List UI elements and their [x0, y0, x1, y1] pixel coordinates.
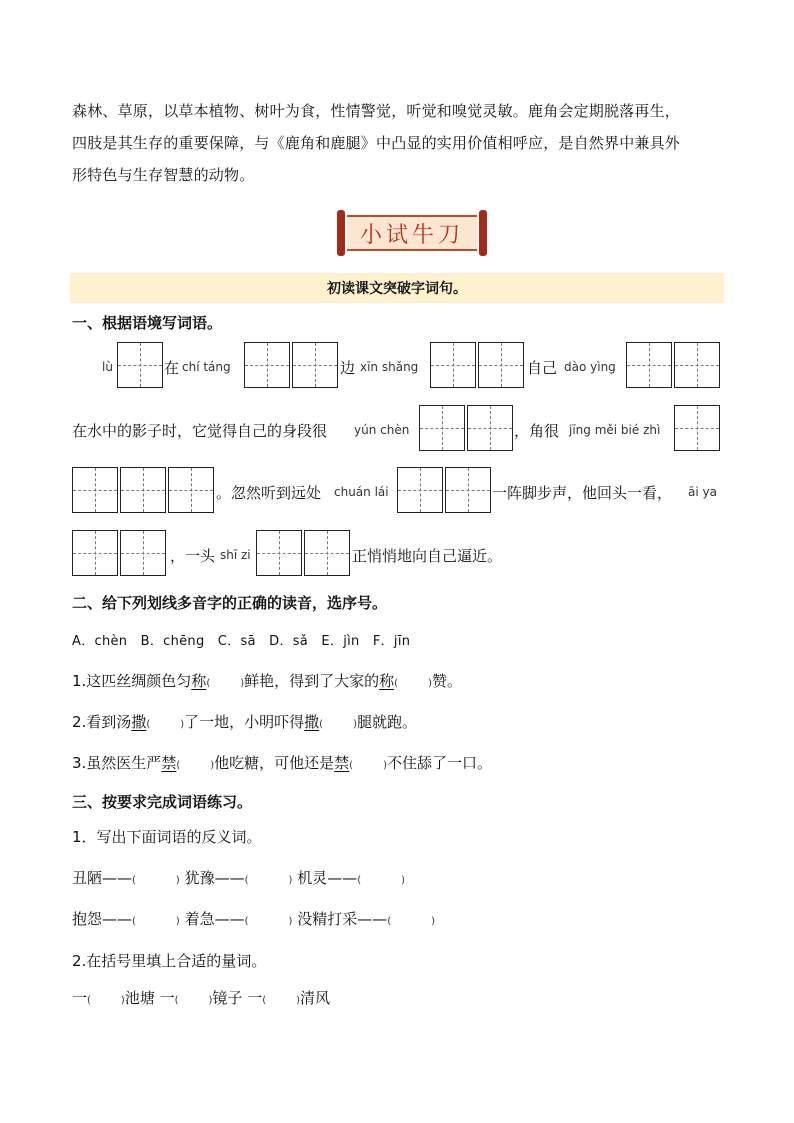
measure-text: 清风 [300, 989, 331, 1007]
measure-text: 一 [72, 989, 88, 1007]
char-box[interactable] [304, 530, 350, 576]
answer-blank[interactable]: ( ) [146, 719, 185, 730]
antonym-row-1 [72, 867, 405, 888]
measure-text: 池塘 一 [124, 989, 175, 1007]
polyphone-char: 称 [379, 672, 395, 690]
q1-text: 在水中的影子时，它觉得自己的身段很 [72, 422, 328, 440]
q1-text: 。忽然听到远处 [216, 484, 322, 502]
answer-blank[interactable]: ( ) [349, 760, 387, 771]
q1-text: 边 [340, 359, 356, 377]
pinyin-chuanlai: chuán lái [334, 485, 389, 499]
polyphone-char: 撒 [304, 713, 320, 731]
antonym-word: 着急—— [184, 910, 245, 928]
sentence-text: 他吃糖，可他还是 [214, 754, 335, 772]
char-box[interactable] [419, 405, 465, 451]
char-box[interactable] [292, 342, 338, 388]
answer-blank[interactable]: ( ) [174, 995, 213, 1006]
intro-line-1: 森林、草原，以草本植物、树叶为食，性情警觉，听觉和嗅觉灵敏。鹿角会定期脱落再生， [72, 102, 681, 120]
measure-word-row [72, 987, 330, 1008]
scroll-rod-left [337, 210, 345, 256]
q1-heading: 一、根据语境写词语。 [72, 314, 223, 332]
answer-blank[interactable]: ( ) [357, 875, 406, 886]
antonym-word: 机灵—— [297, 869, 358, 887]
intro-line-2: 四肢是其生存的重要保障，与《鹿角和鹿腿》中凸显的实用价值相呼应，是自然界中兼具外 [72, 134, 681, 152]
char-box[interactable] [430, 342, 476, 388]
q2-sentence-1 [72, 670, 462, 691]
answer-blank[interactable]: ( ) [319, 719, 357, 730]
char-box[interactable] [256, 530, 302, 576]
pinyin-yunchen: yún chèn [354, 423, 410, 437]
pinyin-lu: lù [102, 360, 113, 374]
banner-title: 小试牛刀 [347, 215, 477, 251]
polyphone-char: 禁 [334, 754, 350, 772]
q1-text: ，一头 [170, 547, 216, 565]
char-box[interactable] [168, 467, 214, 513]
answer-blank[interactable]: ( ) [132, 875, 180, 886]
antonym-word: 没精打采—— [297, 910, 388, 928]
q1-text: 自己 [527, 359, 558, 377]
sentence-text: 3.虽然医生严 [72, 754, 162, 772]
pinyin-shizi: shī zi [220, 548, 251, 562]
pinyin-xinshang: xīn shǎng [360, 360, 419, 374]
q3-sub-2: 2.在括号里填上合适的量词。 [72, 952, 267, 970]
answer-blank[interactable]: ( ) [244, 875, 293, 886]
pinyin-chitang: chí táng [182, 360, 231, 374]
q1-text: ，角很 [514, 422, 560, 440]
q1-text: 正悄悄地向自己逼近。 [352, 547, 503, 565]
answer-blank[interactable]: ( ) [206, 678, 245, 689]
answer-blank[interactable]: ( ) [394, 678, 432, 689]
answer-blank[interactable]: ( ) [244, 916, 293, 927]
pinyin-aiya: āi ya [688, 485, 717, 499]
q3-heading: 三、按要求完成词语练习。 [72, 793, 253, 811]
q3-sub-1: 1．写出下面词语的反义词。 [72, 828, 262, 846]
q2-heading: 二、给下列划线多音字的正确的读音，选序号。 [72, 594, 388, 612]
sentence-text: 赞。 [431, 672, 462, 690]
answer-blank[interactable]: ( ) [262, 995, 301, 1006]
antonym-word: 抱怨—— [72, 910, 133, 928]
char-box[interactable] [445, 467, 491, 513]
polyphone-char: 禁 [161, 754, 177, 772]
char-box[interactable] [626, 342, 672, 388]
char-box[interactable] [120, 467, 166, 513]
answer-blank[interactable]: ( ) [176, 760, 215, 771]
measure-text: 镜子 一 [212, 989, 263, 1007]
q1-text: 在 [164, 359, 180, 377]
q2-sentence-3 [72, 752, 492, 773]
char-box[interactable] [72, 467, 118, 513]
sentence-text: 2.看到汤 [72, 713, 132, 731]
answer-blank[interactable]: ( ) [87, 995, 125, 1006]
antonym-row-2 [72, 908, 435, 929]
answer-blank[interactable]: ( ) [387, 916, 436, 927]
char-box[interactable] [117, 342, 163, 388]
char-box[interactable] [478, 342, 524, 388]
practice-banner [337, 210, 487, 256]
antonym-word: 丑陋—— [72, 869, 133, 887]
section-title-bar: 初读课文突破字词句。 [70, 273, 724, 303]
sentence-text: 了一地，小明吓得 [184, 713, 305, 731]
pinyin-jingmeibiezhi: jīng měi bié zhì [569, 423, 661, 437]
polyphone-char: 撒 [131, 713, 147, 731]
sentence-text: 鲜艳，得到了大家的 [244, 672, 380, 690]
scroll-rod-right [479, 210, 487, 256]
pinyin-daoying: dào yìng [564, 360, 616, 374]
answer-blank[interactable]: ( ) [132, 916, 180, 927]
antonym-word: 犹豫—— [184, 869, 245, 887]
sentence-text: 腿就跑。 [356, 713, 417, 731]
char-box[interactable] [467, 405, 513, 451]
char-box[interactable] [674, 342, 720, 388]
char-box[interactable] [674, 405, 720, 451]
sentence-text: 1.这匹丝绸颜色匀 [72, 672, 192, 690]
q2-options: A．chèn B．chēng C．sā D．sǎ E．jìn F．jīn [72, 634, 411, 649]
sentence-text: 不住舔了一口。 [386, 754, 492, 772]
char-box[interactable] [244, 342, 290, 388]
char-box[interactable] [397, 467, 443, 513]
q2-sentence-2 [72, 711, 417, 732]
polyphone-char: 称 [191, 672, 207, 690]
char-box[interactable] [120, 530, 166, 576]
char-box[interactable] [72, 530, 118, 576]
q1-text: 一阵脚步声，他回头一看， [492, 484, 673, 502]
intro-line-3: 形特色与生存智慧的动物。 [72, 166, 255, 184]
